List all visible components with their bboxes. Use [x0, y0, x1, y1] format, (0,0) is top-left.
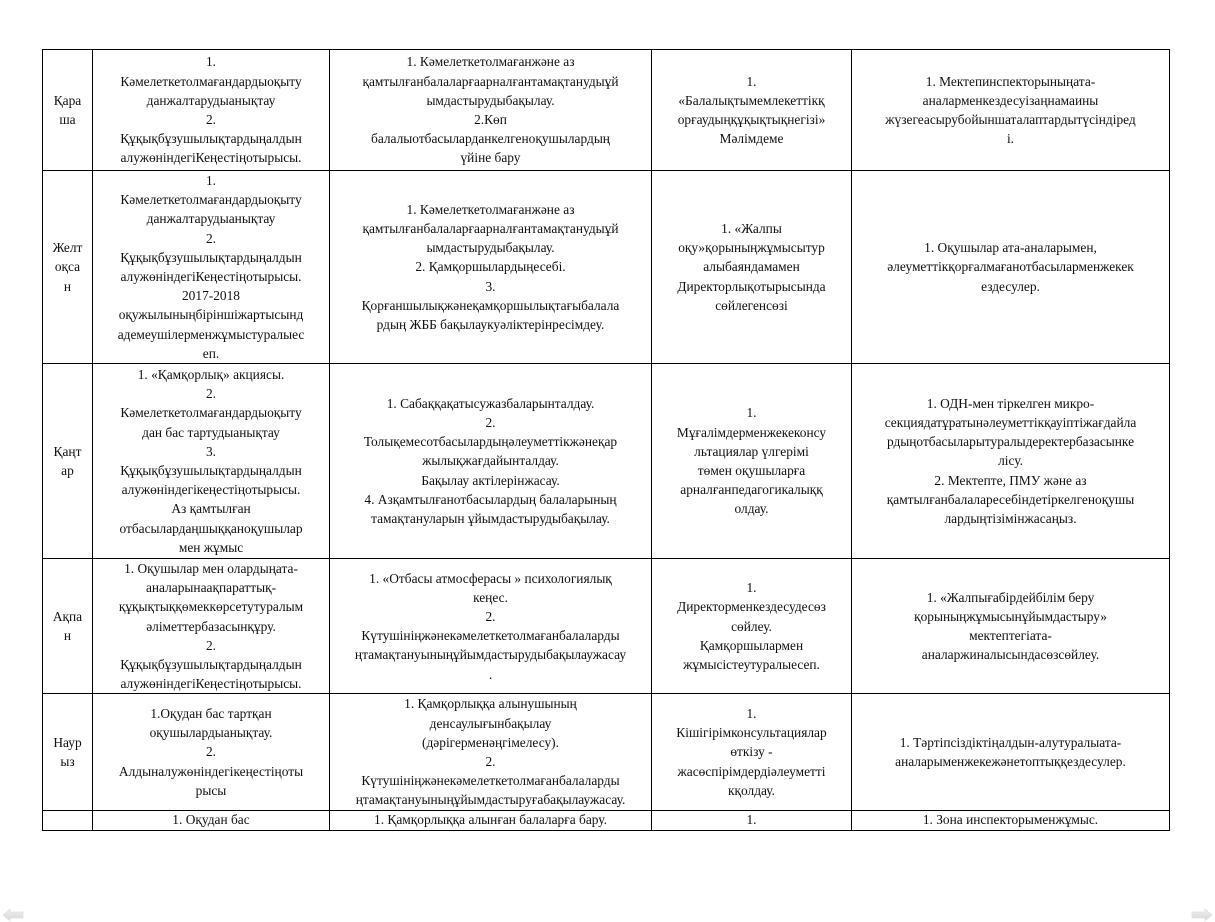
month-cell — [43, 810, 93, 830]
cell-text-line: қамтылғанбалаларғаарналғантамақтанудыұй — [362, 221, 619, 236]
cell-text-line: 2. — [485, 415, 496, 431]
arrow-left-icon[interactable] — [2, 908, 24, 922]
cell-text-line: аналарменкездесуізаңнамаины — [922, 92, 1099, 108]
month-cell — [43, 50, 93, 171]
cell-text-line: тамақтануларын ұйымдастырудыбақылау. — [371, 511, 610, 527]
cell-text-line: оқса — [54, 259, 81, 275]
cell-text-line: әлеуметтікқорғалмағанотбасыларменжекек — [887, 259, 1134, 275]
cell-text-line: Мұғалімдерменжекеконсу — [676, 424, 827, 440]
cell-text-line: Наур — [53, 734, 82, 750]
cell-text-line: 1. Кәмелеткетолмағанжәне аз — [406, 54, 575, 70]
table-body — [43, 50, 1170, 831]
cell-text-line: кқолдау. — [728, 782, 775, 798]
cell-text-line: 1. «Қамқорлық» акциясы. — [137, 367, 285, 383]
cell-column-2 — [330, 50, 652, 171]
table-row — [43, 171, 1170, 364]
cell-text-line: Алдыналужөніндегікеңестіңоты — [118, 763, 304, 779]
cell-text-line: 1. Тәртіпсіздіктіңалдын-алутуралыата- — [899, 734, 1122, 750]
cell-text-line: аналарыменжекежәнетоптыққездесулер. — [895, 754, 1126, 770]
cell-text-line: алужөніндегікеңестіңотырысы. — [121, 482, 301, 498]
cell-text-line: кеңес. — [473, 589, 508, 605]
cell-text-line: рдыңотбасыларытуралыдеректербазасынке — [886, 434, 1135, 450]
cell-text-line: данжалтарудыанықтау — [146, 211, 276, 227]
cell-text-line: Директорлықотырысында — [677, 278, 826, 294]
cell-text-line: рдың ЖББ бақылаукуәліктерінресімдеу. — [376, 317, 605, 333]
cell-column-3 — [652, 364, 852, 559]
cell-text-line: 2. — [485, 609, 496, 625]
cell-text-line: 1. — [746, 580, 757, 596]
cell-text-line: 1. Мектепинспекторыныңата- — [925, 73, 1096, 89]
cell-text-line: 2. Қамқоршылардыңесебі. — [415, 259, 566, 275]
cell-text-line: 1. ОДН-мен тіркелген микро- — [926, 395, 1095, 411]
cell-text-line: 1. — [746, 73, 757, 89]
work-plan-table — [42, 49, 1170, 831]
cell-text-line: жүзегеасырубойыншаталаптардытүсіндіред — [885, 112, 1136, 127]
cell-text-line: Кішігірімконсультациялар — [676, 725, 827, 741]
cell-text-line: Аз қамтылған — [171, 501, 251, 517]
cell-text-line: 1. Қамқорлыққа алынған балаларға бару. — [374, 812, 607, 828]
cell-text-line: 1. «Отбасы атмосферасы » психологиялық — [369, 570, 612, 586]
cell-text-line: 1.Оқудан бас тартқан — [150, 706, 272, 722]
cell-text-line: қамтылғанбалаларғаарналғантамақтанудыұй — [362, 73, 619, 89]
cell-text-line: 2. Мектепте, ПМУ және аз — [934, 472, 1087, 488]
cell-text-line: 1. Зона инспекторыменжұмыс. — [922, 812, 1099, 828]
cell-text-line: «Балалықтымемлекеттікқ — [678, 92, 825, 108]
cell-column-1 — [93, 364, 330, 559]
cell-text-line: алужөніндегіКеңестіңотырысы. — [120, 269, 302, 285]
cell-text-line: қамтылғанбалаларесебіндетіркелгеноқушы — [886, 491, 1135, 507]
cell-text-line: төмен оқушыларға — [697, 463, 806, 479]
cell-text-line: 1. «Жалпығабірдейбілім беру — [926, 589, 1095, 605]
cell-text-line: льтациялар үлгерімі — [694, 443, 809, 459]
cell-text-line: . — [488, 666, 493, 682]
cell-text-line: 1. — [746, 812, 757, 828]
cell-text-line: орғаудыңқұқықтықнегізі» — [677, 112, 826, 127]
cell-column-4 — [852, 364, 1170, 559]
cell-text-line: Кәмелеткетолмағандардыоқыту — [120, 192, 302, 208]
cell-text-line: Кәмелеткетолмағандардыоқыту — [120, 73, 302, 89]
cell-text-line: 1. — [205, 54, 217, 70]
cell-text-line: 2.Көп — [474, 112, 507, 127]
cell-text-line: ша — [59, 112, 76, 127]
month-cell — [43, 171, 93, 364]
cell-text-line: әліметтербазасынқұру. — [146, 618, 276, 634]
table-row — [43, 694, 1170, 810]
cell-text-line: н — [63, 628, 72, 644]
cell-column-1 — [93, 559, 330, 694]
cell-text-line: дан бас тартудыанықтау — [142, 424, 280, 440]
cell-text-line: еп. — [202, 345, 220, 361]
cell-text-line: Құқықбұзушылықтардыңалдын — [120, 657, 302, 673]
cell-text-line: 1. Сабаққақатысужазбаларынталдау. — [386, 395, 595, 411]
cell-column-1 — [93, 171, 330, 364]
cell-text-line: өткізу - — [730, 744, 773, 760]
cell-text-line: 1. Оқушылар мен олардыңата- — [124, 561, 298, 577]
cell-text-line: 1. Қамқорлыққа алынушының — [404, 696, 577, 712]
table-row — [43, 364, 1170, 559]
cell-text-line: алужөніндегіКеңестіңотырысы. — [120, 150, 302, 166]
cell-text-line: 2. — [205, 230, 217, 246]
cell-text-line: 1. Кәмелеткетолмағанжәне аз — [406, 201, 575, 217]
cell-text-line: данжалтарудыанықтау — [146, 92, 276, 108]
cell-text-line: 1. Оқудан бас — [172, 812, 250, 828]
cell-text-line: денсаулығынбақылау — [429, 715, 552, 731]
cell-column-2 — [330, 364, 652, 559]
cell-text-line: Қамқоршылармен — [699, 637, 804, 653]
cell-text-line: Қаңт — [53, 443, 82, 459]
cell-text-line: оқу»қорыныңжұмысытур — [678, 240, 825, 256]
cell-text-line: алыбаяндамамен — [703, 259, 800, 275]
cell-text-line: қорыныңжұмысынұйымдастыру» — [914, 609, 1107, 625]
cell-text-line: алужөніндегіКеңестіңотырысы. — [120, 676, 302, 692]
cell-text-line: ңтамақтануыныңұйымдастыруғабақылаужасау. — [355, 792, 626, 808]
cell-text-line: (дәрігерменәңгімелесу). — [422, 734, 559, 750]
cell-text-line: н — [63, 278, 72, 294]
cell-text-line: Ақпа — [52, 609, 83, 625]
cell-text-line: 1. Оқушылар ата-аналарымен, — [924, 240, 1097, 256]
cell-text-line: ездесулер. — [981, 278, 1040, 294]
cell-column-4 — [852, 171, 1170, 364]
cell-text-line: Толықемесотбасылардыңәлеуметтікжәнеқар — [363, 434, 618, 450]
cell-text-line: 4. Азқамтылғанотбасылардың балаларының — [364, 491, 617, 507]
cell-text-line: оқужылыныңбіріншіжартысынд — [118, 307, 304, 323]
cell-text-line: 2. — [205, 744, 217, 760]
cell-column-3 — [652, 810, 852, 830]
cell-text-line: 2. — [485, 754, 496, 770]
cell-text-line: Директорменкездесудесөз — [677, 599, 826, 615]
cell-column-4 — [852, 694, 1170, 810]
cell-text-line: 1. — [746, 706, 757, 722]
cell-text-line: құқықтыққөмеккөрсетутуралым — [118, 599, 304, 615]
month-cell — [43, 559, 93, 694]
cell-text-line: отбасылардаңшыққаноқушылар — [119, 520, 303, 536]
cell-text-line: жылықжағдайынталдау. — [422, 453, 559, 469]
cell-column-4 — [852, 810, 1170, 830]
cell-column-1 — [93, 810, 330, 830]
cell-text-line: Кәмелеткетолмағандардыоқыту — [120, 405, 302, 421]
cell-text-line: Құқықбұзушылықтардыңалдын — [120, 463, 302, 479]
cell-text-line: секциядатұратынәлеуметтікқауіптіжағдайла — [884, 415, 1137, 431]
cell-column-1 — [93, 50, 330, 171]
cell-text-line: 3. — [485, 278, 496, 294]
cell-text-line: Күтушініңжәнекәмелеткетолмағанбалаларды — [361, 773, 620, 789]
month-cell — [43, 694, 93, 810]
cell-text-line: і. — [1006, 131, 1015, 147]
cell-text-line: үйіне бару — [460, 150, 521, 166]
cell-text-line: 1. — [205, 173, 217, 188]
cell-text-line: рысы — [195, 782, 227, 798]
cell-column-4 — [852, 50, 1170, 171]
cell-text-line: Қара — [53, 92, 82, 108]
cell-text-line: 1. «Жалпы — [721, 221, 782, 236]
cell-text-line: сөйлегенсөзі — [715, 297, 788, 313]
cell-text-line: ар — [61, 463, 74, 479]
cell-column-3 — [652, 171, 852, 364]
cell-text-line: Күтушініңжәнекәмелеткетолмағанбалаларды — [361, 628, 620, 644]
cell-text-line: ымдастырудыбақылау. — [426, 240, 555, 256]
cell-text-line: 2. — [205, 112, 217, 127]
cell-text-line: Қорғаншылықжәнеқамқоршылықтағыбалала — [361, 297, 620, 313]
cell-text-line: оқушылардыанықтау. — [149, 725, 273, 741]
table-row — [43, 810, 1170, 830]
month-cell — [43, 364, 93, 559]
cell-text-line: аналаржиналысындасөзсөйлеу. — [921, 647, 1100, 663]
cell-text-line: лісу. — [998, 453, 1023, 469]
cell-column-3 — [652, 50, 852, 171]
cell-text-line: ңтамақтануыныңұйымдастырудыбақылаужасау — [354, 647, 627, 663]
cell-column-2 — [330, 810, 652, 830]
cell-text-line: жұмысістеутуралыесеп. — [683, 657, 820, 673]
cell-column-4 — [852, 559, 1170, 694]
cell-column-1 — [93, 694, 330, 810]
arrow-right-icon[interactable] — [1191, 908, 1213, 922]
cell-column-3 — [652, 694, 852, 810]
cell-text-line: 2. — [205, 637, 217, 653]
cell-text-line: Желт — [52, 240, 83, 256]
cell-text-line: балалыотбасыларданкелгеноқушылардың — [371, 131, 610, 147]
cell-text-line: адемеушілерменжұмыстуралыес — [117, 326, 305, 342]
table-row — [43, 559, 1170, 694]
cell-text-line: аналарынаақпараттық- — [145, 580, 277, 596]
cell-text-line: лардыңтізімінжасаңыз. — [944, 511, 1077, 527]
cell-column-2 — [330, 694, 652, 810]
cell-text-line: 1. — [746, 405, 757, 421]
cell-text-line: 2. — [205, 386, 217, 402]
cell-text-line: мен жұмыс — [178, 539, 244, 555]
cell-text-line: олдау. — [734, 501, 769, 517]
cell-column-2 — [330, 559, 652, 694]
cell-text-line: жасөспірімдердіәлеуметті — [677, 763, 826, 779]
cell-text-line: ыз — [60, 754, 75, 770]
cell-text-line: Құқықбұзушылықтардыңалдын — [120, 131, 302, 147]
cell-text-line: ымдастырудыбақылау. — [426, 92, 555, 108]
cell-text-line: мектептегіата- — [969, 628, 1052, 644]
table-row — [43, 50, 1170, 171]
cell-text-line: 2017-2018 — [181, 288, 241, 304]
cell-text-line: 3. — [205, 443, 217, 459]
cell-text-line: Мәлімдеме — [719, 131, 784, 147]
cell-column-3 — [652, 559, 852, 694]
cell-text-line: Құқықбұзушылықтардыңалдын — [120, 249, 302, 265]
cell-column-2 — [330, 171, 652, 364]
cell-text-line: сөйлеу. — [731, 618, 772, 634]
cell-text-line: арналғанпедагогикалыққ — [680, 482, 823, 498]
cell-text-line: Бақылау актілерінжасау. — [421, 472, 560, 488]
